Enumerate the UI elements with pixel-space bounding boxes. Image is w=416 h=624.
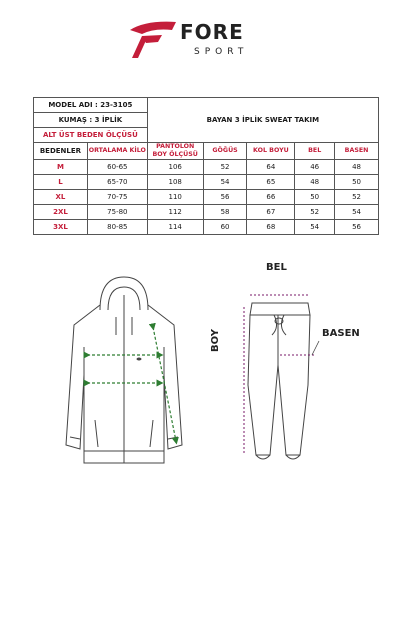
table-cell: 58 bbox=[203, 205, 247, 220]
table-cell: 50 bbox=[335, 175, 379, 190]
brand-name: FORE bbox=[180, 20, 244, 44]
brand-logo bbox=[128, 18, 278, 62]
table-row bbox=[34, 160, 379, 175]
logo-mark-icon bbox=[128, 18, 178, 62]
table-cell: 65 bbox=[247, 175, 295, 190]
table-row bbox=[34, 175, 379, 190]
table-cell: 114 bbox=[147, 220, 203, 235]
pants-sketch bbox=[248, 303, 310, 459]
hoodie-measure-lines bbox=[87, 327, 176, 441]
header-chest: GÖĞÜS bbox=[203, 143, 247, 160]
fabric-info: KUMAŞ : 3 İPLİK bbox=[34, 113, 148, 128]
header-weight: ORTALAMA KİLO bbox=[87, 143, 147, 160]
size-cell: 2XL bbox=[34, 205, 88, 220]
table-header-row bbox=[34, 143, 379, 160]
header-sleeve: KOL BOYU bbox=[247, 143, 295, 160]
table-cell: 56 bbox=[203, 190, 247, 205]
table-row bbox=[34, 190, 379, 205]
table-cell: 48 bbox=[295, 175, 335, 190]
table-cell: 66 bbox=[247, 190, 295, 205]
table-cell: 54 bbox=[335, 205, 379, 220]
header-size: BEDENLER bbox=[34, 143, 88, 160]
product-name: BAYAN 3 İPLİK SWEAT TAKIM bbox=[147, 98, 378, 143]
table-cell: 56 bbox=[335, 220, 379, 235]
table-cell: 108 bbox=[147, 175, 203, 190]
table-cell: 52 bbox=[335, 190, 379, 205]
table-cell: 70-75 bbox=[87, 190, 147, 205]
garment-diagram bbox=[0, 255, 416, 485]
size-cell: M bbox=[34, 160, 88, 175]
table-cell: 54 bbox=[203, 175, 247, 190]
table-cell: 67 bbox=[247, 205, 295, 220]
table-row bbox=[34, 220, 379, 235]
size-cell: L bbox=[34, 175, 88, 190]
size-chart-table bbox=[33, 97, 379, 235]
table-cell: 46 bbox=[295, 160, 335, 175]
table-cell: 52 bbox=[295, 205, 335, 220]
table-cell: 52 bbox=[203, 160, 247, 175]
table-cell: 65-70 bbox=[87, 175, 147, 190]
table-cell: 75-80 bbox=[87, 205, 147, 220]
table-cell: 50 bbox=[295, 190, 335, 205]
header-hip: BASEN bbox=[335, 143, 379, 160]
logo-dot-icon bbox=[137, 358, 142, 361]
table-cell: 110 bbox=[147, 190, 203, 205]
size-cell: XL bbox=[34, 190, 88, 205]
size-cell: 3XL bbox=[34, 220, 88, 235]
model-name: MODEL ADI : 23-3105 bbox=[34, 98, 148, 113]
table-cell: 64 bbox=[247, 160, 295, 175]
table-cell: 112 bbox=[147, 205, 203, 220]
hoodie-sketch bbox=[66, 277, 182, 463]
length-label: BOY bbox=[210, 328, 221, 352]
hip-label: BASEN bbox=[322, 328, 360, 339]
table-cell: 80-85 bbox=[87, 220, 147, 235]
waist-label: BEL bbox=[266, 262, 287, 273]
header-waist: BEL bbox=[295, 143, 335, 160]
table-cell: 48 bbox=[335, 160, 379, 175]
table-cell: 60 bbox=[203, 220, 247, 235]
table-cell: 54 bbox=[295, 220, 335, 235]
table-row bbox=[34, 205, 379, 220]
header-pants-length: PANTOLON BOY ÖLÇÜSÜ bbox=[147, 143, 203, 160]
size-title: ALT ÜST BEDEN ÖLÇÜSÜ bbox=[34, 128, 148, 143]
brand-tagline: SPORT bbox=[194, 47, 249, 57]
table-cell: 60-65 bbox=[87, 160, 147, 175]
table-cell: 106 bbox=[147, 160, 203, 175]
table-cell: 68 bbox=[247, 220, 295, 235]
